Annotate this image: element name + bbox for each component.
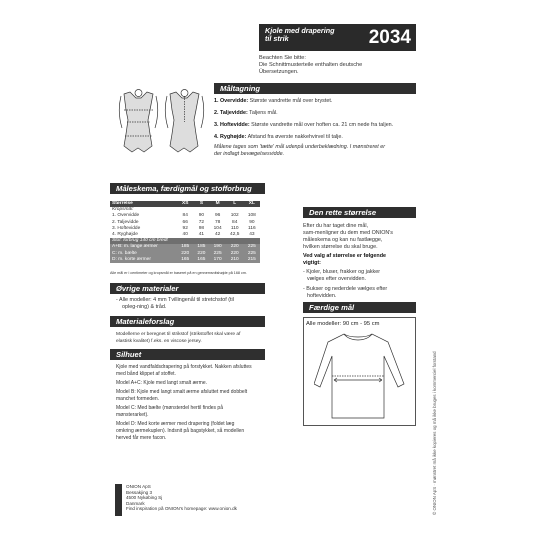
rette-storrelse-heading: Den rette størrelse	[303, 207, 416, 218]
finished-measurement-label: Alle modeller: 90 cm - 95 cm	[306, 321, 380, 327]
dress-flat-drawing	[314, 332, 406, 422]
german-note	[259, 55, 419, 76]
column-header: S	[193, 201, 209, 207]
silhuet-text: Kjole med vandfaldsdrapering på forstykket. Nakken afsluttes med bånd klippet af stoffet. Model A+C: Kjole med langt smalt ærme. Model B: Kjole med langt smalt ærme afsluttet med dobbelt manchet formeden. Model C: Med bælte (mønsterdel hertil findes på mønsterarket). Model D: Med korte ærmer med drapering (foldet læg omkring ærmekuplen). Indsnit på bagstykket, så modellen herved får mere facon.	[116, 364, 252, 441]
size-table	[110, 201, 260, 263]
table-row: A+B: m. lange ærmer 185 185 190 220 225	[110, 244, 260, 250]
column-header: Størrelse	[110, 201, 177, 207]
measurement-item: 3. Hoftevidde: Største vandrette mål over hoften ca. 21 cm nede fra taljen.	[214, 122, 394, 128]
rette-storrelse-text: Efter du har taget dine mål, sam-menligner du dem med ONION's måleskema og kan nu fastlægge, hvilken størrelse du skal bruge. Ved valg af størrelse er følgende vigtigt: - Kjoler, bluser, frakker og jakker vælges efter overvidden. - Bukser og nederdele vælges efter hoftevidden.	[303, 223, 418, 300]
table-row: D: m. korte ærmer 165 165 170 210 215	[110, 257, 260, 263]
table-row: 4. Ryghøjde 40 41 42 42,5 43	[112, 232, 255, 238]
faerdige-maal-heading: Færdige mål	[303, 302, 416, 313]
list-item: vælges efter overvidden.	[307, 276, 367, 282]
measurement-list	[214, 98, 419, 158]
materialeforslag-heading: Materialeforslag	[110, 316, 265, 327]
pattern-number: 2034	[368, 27, 411, 48]
pattern-title-box	[259, 24, 416, 51]
german-note-line: Übersetzungen.	[259, 69, 299, 75]
footer-accent-bar	[115, 484, 122, 516]
table-row: 2. Taljevidde 66 72 78 84 90	[112, 219, 255, 225]
list-item: hoftevidden.	[307, 293, 337, 299]
measurement-note: der indlagt bevægelsesvidde.	[214, 151, 285, 157]
ovrige-heading: Øvrige materialer	[110, 283, 265, 294]
table-section-row: Stof: forbrug 140 cm bredt	[110, 238, 260, 244]
measurement-item: 2. Taljevidde: Taljens mål.	[214, 110, 278, 116]
measurement-note: Målene tages som 'tætte' mål udenpå underbeklædning. I mønstreret er	[214, 144, 386, 150]
table-row: 3. Hoftevidde 92 98 104 110 116	[112, 225, 256, 231]
copyright-side-text: © ONION ApS · mønstret må ikke kopieres og må ikke bruges i kommerciel forstand	[432, 351, 437, 515]
column-header: XS	[177, 201, 193, 207]
pattern-title	[265, 27, 345, 43]
size-table-heading: Måleskema, færdigmål og stofforbrug	[110, 183, 265, 194]
column-header: L	[226, 201, 244, 207]
list-item: - Kjoler, bluser, frakker og jakker	[303, 269, 380, 275]
measurement-item: 4. Ryghøjde: Afstand fra øverste nakkehvirvel til talje.	[214, 134, 343, 140]
back-figure	[165, 90, 204, 153]
title-line-2: til strik	[265, 34, 289, 43]
table-row: C: m. bælte 220 220 225 220 225	[110, 251, 260, 257]
maaltagning-heading: Måltagning	[214, 83, 416, 94]
list-item: - Bukser og nederdele vælges efter	[303, 286, 388, 292]
front-figure	[119, 90, 158, 153]
ovrige-text: - Alle modeller: 4 mm Tvillingenål til stretchstof (til opleg-ning) & tråd.	[116, 297, 234, 310]
column-header: XL	[244, 201, 260, 207]
materialeforslag-text: Modellerne er beregnet til strikstof (strikstoffet skal være af elastisk kvalitet) f.eks. en viscose jersey.	[116, 332, 241, 344]
measurement-item: 1. Overvidde: Største vandrette mål over brystet.	[214, 98, 333, 104]
german-note-line: Die Schnittmusterteile enthalten deutsche	[259, 62, 363, 68]
silhuet-heading: Silhuet	[110, 349, 265, 360]
body-measurement-figures	[116, 88, 208, 166]
german-note-line: Beachten Sie bitte:	[259, 55, 306, 61]
table-section-row: Kropsmål:	[112, 207, 134, 213]
footer-address: ONION ApS Bessakjing 3 4500 Nykøbing Sj Danmark Find inspiration på ONION's homepage: www.onion.dk	[126, 484, 237, 512]
column-header: M	[210, 201, 226, 207]
size-table-footnote: Alle mål er i centimeter og kropsmål er baseret på en gennemsnitshøjde på 168 cm.	[110, 271, 247, 275]
title-line-1: Kjole med drapering	[265, 26, 335, 35]
table-row: 1. Overvidde 84 90 96 102 108	[112, 213, 256, 219]
